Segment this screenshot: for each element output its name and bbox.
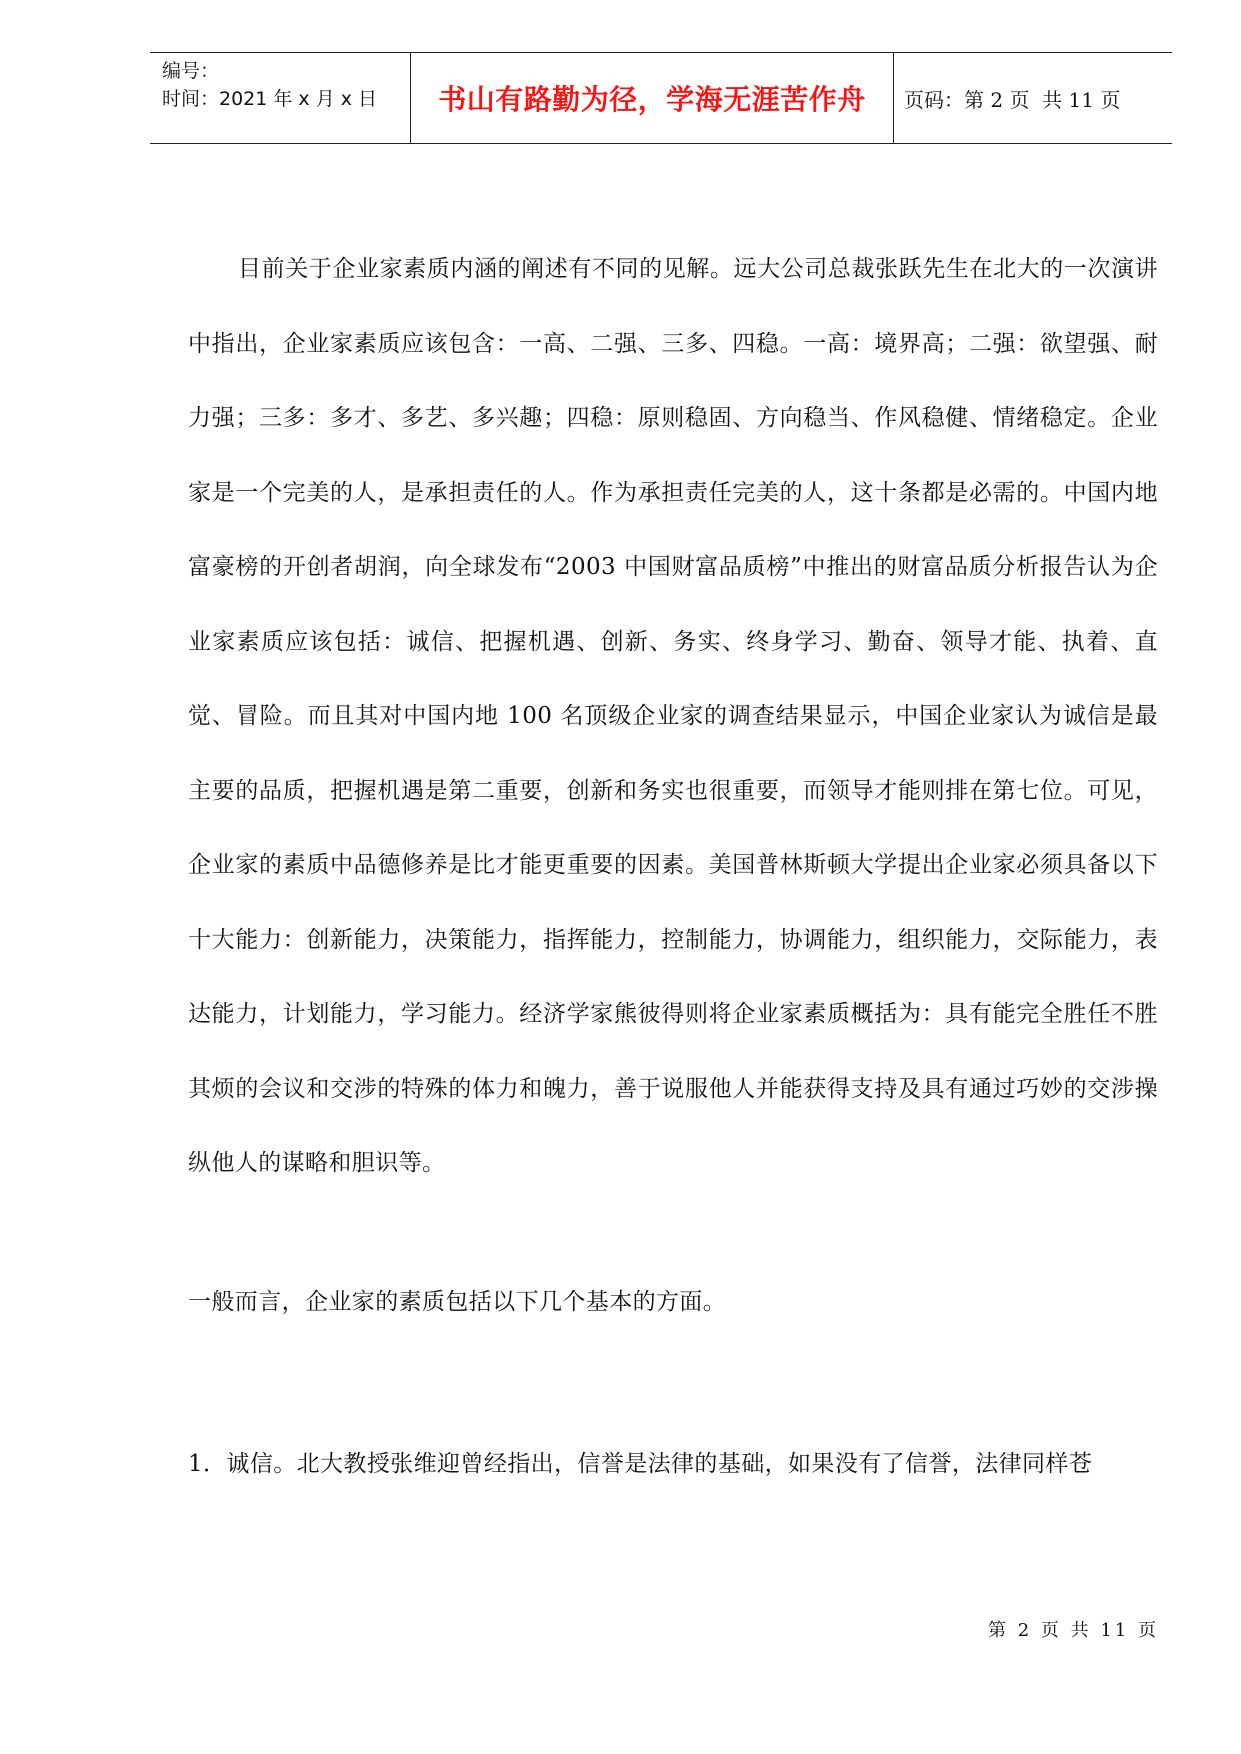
doc-number-label: 编号： [162,60,220,82]
page-footer-number: 第 2 页 共 11 页 [988,1620,1159,1641]
body-paragraph-2: 一般而言，企业家的素质包括以下几个基本的方面。 [188,1288,727,1315]
date-label: 时间：2021 年 x 月 x 日 [162,88,378,110]
body-paragraph-3: 1．诚信。北大教授张维迎曾经指出，信誉是法律的基础，如果没有了信誉，法律同样苍 [188,1451,1093,1477]
body-paragraph-1: 目前关于企业家素质内涵的阐述有不同的见解。远大公司总裁张跃先生在北大的一次演讲中指出，企业家素质应该包含：一高、二强、三多、四稳。一高：境界高；二强：欲望强、耐力强；三多：多才、多艺、多兴趣；四稳：原则稳固、方向稳当、作风稳健、情绪稳定。企业家是一个完美的人，是承担责任的人。作为承担责任完美的人，这十条都是必需的。中国内地富豪榜的开创者胡润，向全球发布“2003 中国财富品质榜”中推出的财富品质分析报告认为企业家素质应该包括：诚信、把握机遇、创新、务实、终身学习、勤奋、领导才能、执着、直觉、冒险。而且其对中国内地 100 名顶级企业家的调查结果显示，中国企业家认为诚信是最主要的品质，把握机遇是第二重要，创新和务实也很重要，而领导才能则排在第七位。可见，企业家的素质中品德修养是比才能更重要的因素。美国普林斯顿大学提出企业家必须具备以下十大能力：创新能力，决策能力，指挥能力，控制能力，协调能力，组织能力，交际能力，表达能力，计划能力，学习能力。经济学家熊彼得则将企业家素质概括为：具有能完全胜任不胜其烦的会议和交涉的特殊的体力和魄力，善于说服他人并能获得支持及具有通过巧妙的交涉操纵他人的谋略和胆识等。 [188,256,1158,1176]
page-info-text: 页码：第 2 页 共 11 页 [904,87,1121,112]
header-meta [150,53,410,143]
header-page-info [894,53,1172,143]
header-motto [410,53,894,143]
page-header [150,52,1172,144]
document-body [188,232,1158,1502]
motto-text: 书山有路勤为径，学海无涯苦作舟 [438,83,866,116]
